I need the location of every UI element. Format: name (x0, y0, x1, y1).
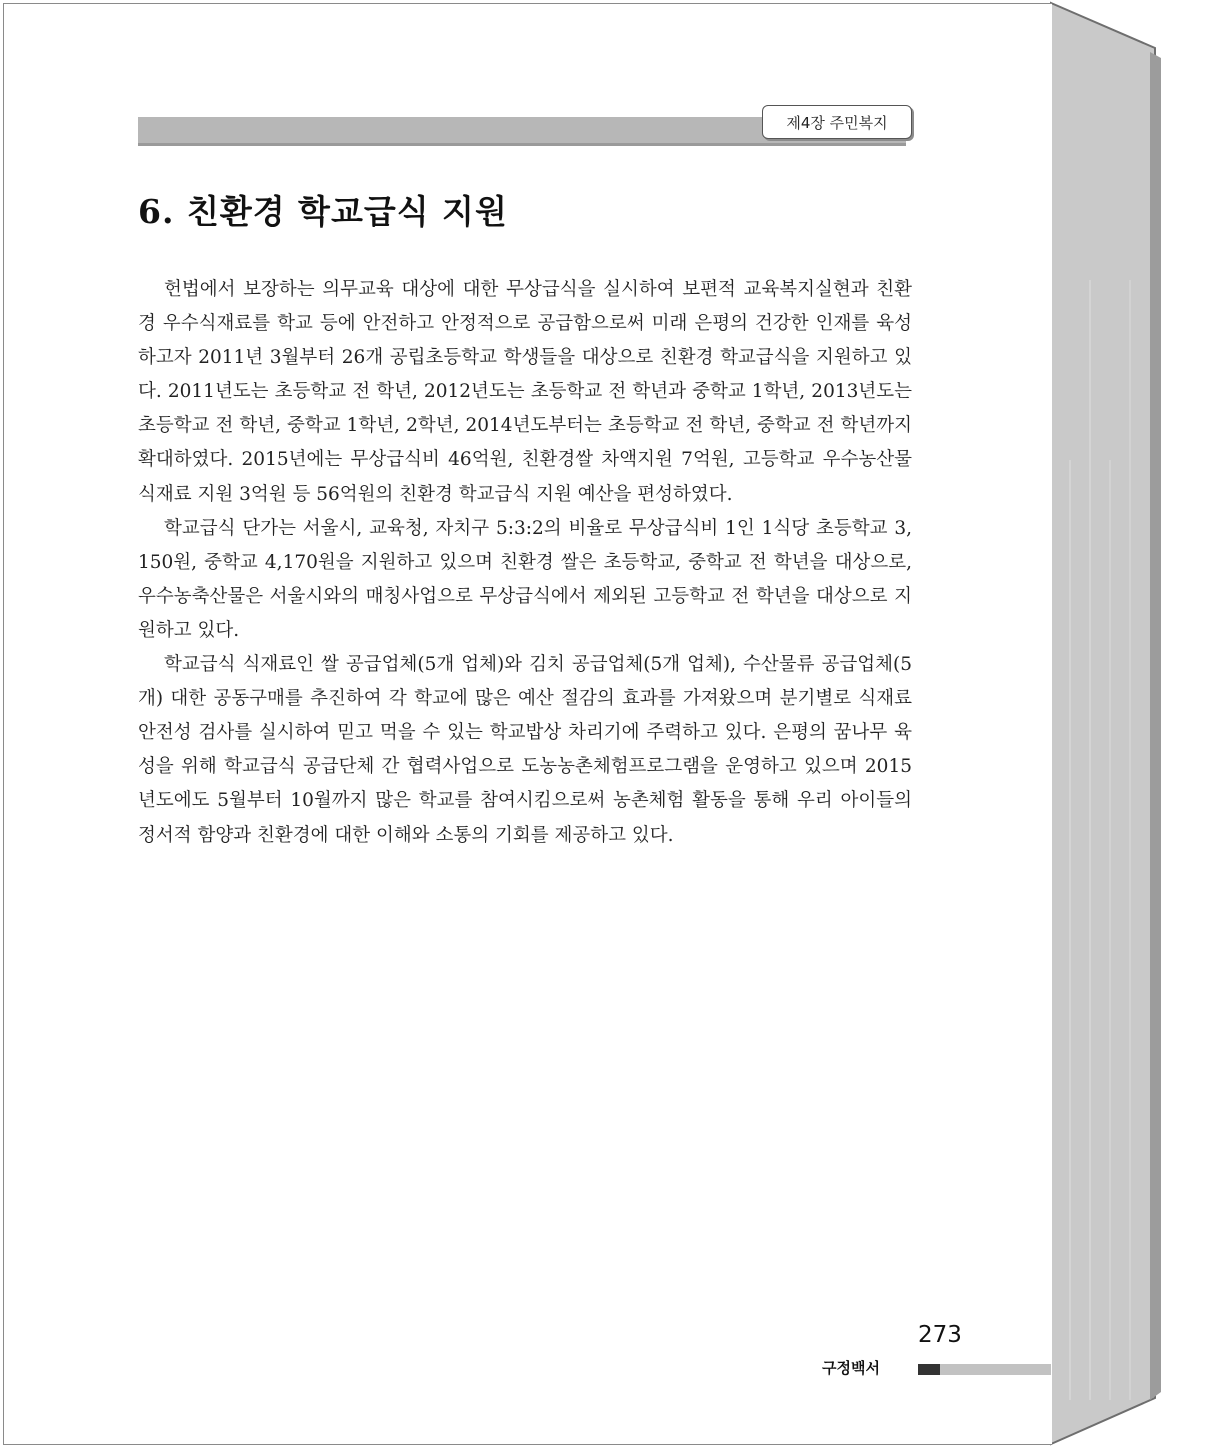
body-text (138, 273, 912, 853)
paragraph: 헌법에서 보장하는 의무교육 대상에 대한 무상급식을 실시하여 보편적 교육복지실현과 친환경 우수식재료를 학교 등에 안전하고 안정적으로 공급함으로써 미래 은평의 건강한 인재를 육성하고자 2011년 3월부터 26개 공립초등학교 학생들을 대상으로 친환경 학교급식을 지원하고 있다. 2011년도는 초등학교 전 학년, 2012년도는 초등학교 전 학년과 중학교 1학년, 2013년도는 초등학교 전 학년, 중학교 1학년, 2학년, 2014년도부터는 초등학교 전 학년, 중학교 전 학년까지 확대하였다. 2015년에는 무상급식비 46억원, 친환경쌀 차액지원 7억원, 고등학교 우수농산물 식재료 지원 3억원 등 56억원의 친환경 학교급식 지원 예산을 편성하였다. (138, 279, 912, 505)
book-side-shadow (1150, 52, 1161, 1400)
footer-bar (940, 1364, 1051, 1375)
section-title: 6. 친환경 학교급식 지원 (138, 192, 508, 231)
footer-marker (918, 1364, 940, 1375)
paragraph: 학교급식 단가는 서울시, 교육청, 자치구 5:3:2의 비율로 무상급식비 1인 1식당 초등학교 3,150원, 중학교 4,170원을 지원하고 있으며 친환경 쌀은 초등학교, 중학교 전 학년을 대상으로, 우수농축산물은 서울시와의 매칭사업으로 무상급식에서 제외된 고등학교 전 학년을 대상으로 지원하고 있다. (138, 517, 912, 641)
book-side-face (1051, 3, 1155, 1444)
chapter-label: 제4장 주민복지 (762, 105, 912, 139)
page-number: 273 (918, 1322, 962, 1348)
book-name: 구정백서 (822, 1359, 880, 1377)
paragraph: 학교급식 식재료인 쌀 공급업체(5개 업체)와 김치 공급업체(5개 업체), 수산물류 공급업체(5개) 대한 공동구매를 추진하여 각 학교에 많은 예산 절감의 효과를 가져왔으며 분기별로 식재료 안전성 검사를 실시하여 믿고 먹을 수 있는 학교밥상 차리기에 주력하고 있다. 은평의 꿈나무 육성을 위해 학교급식 공급단체 간 협력사업으로 도농농촌체험프로그램을 운영하고 있으며 2015년도에도 5월부터 10월까지 많은 학교를 참여시킴으로써 농촌체험 활동을 통해 우리 아이들의 정서적 함양과 친환경에 대한 이해와 소통의 기회를 제공하고 있다. (138, 654, 912, 846)
